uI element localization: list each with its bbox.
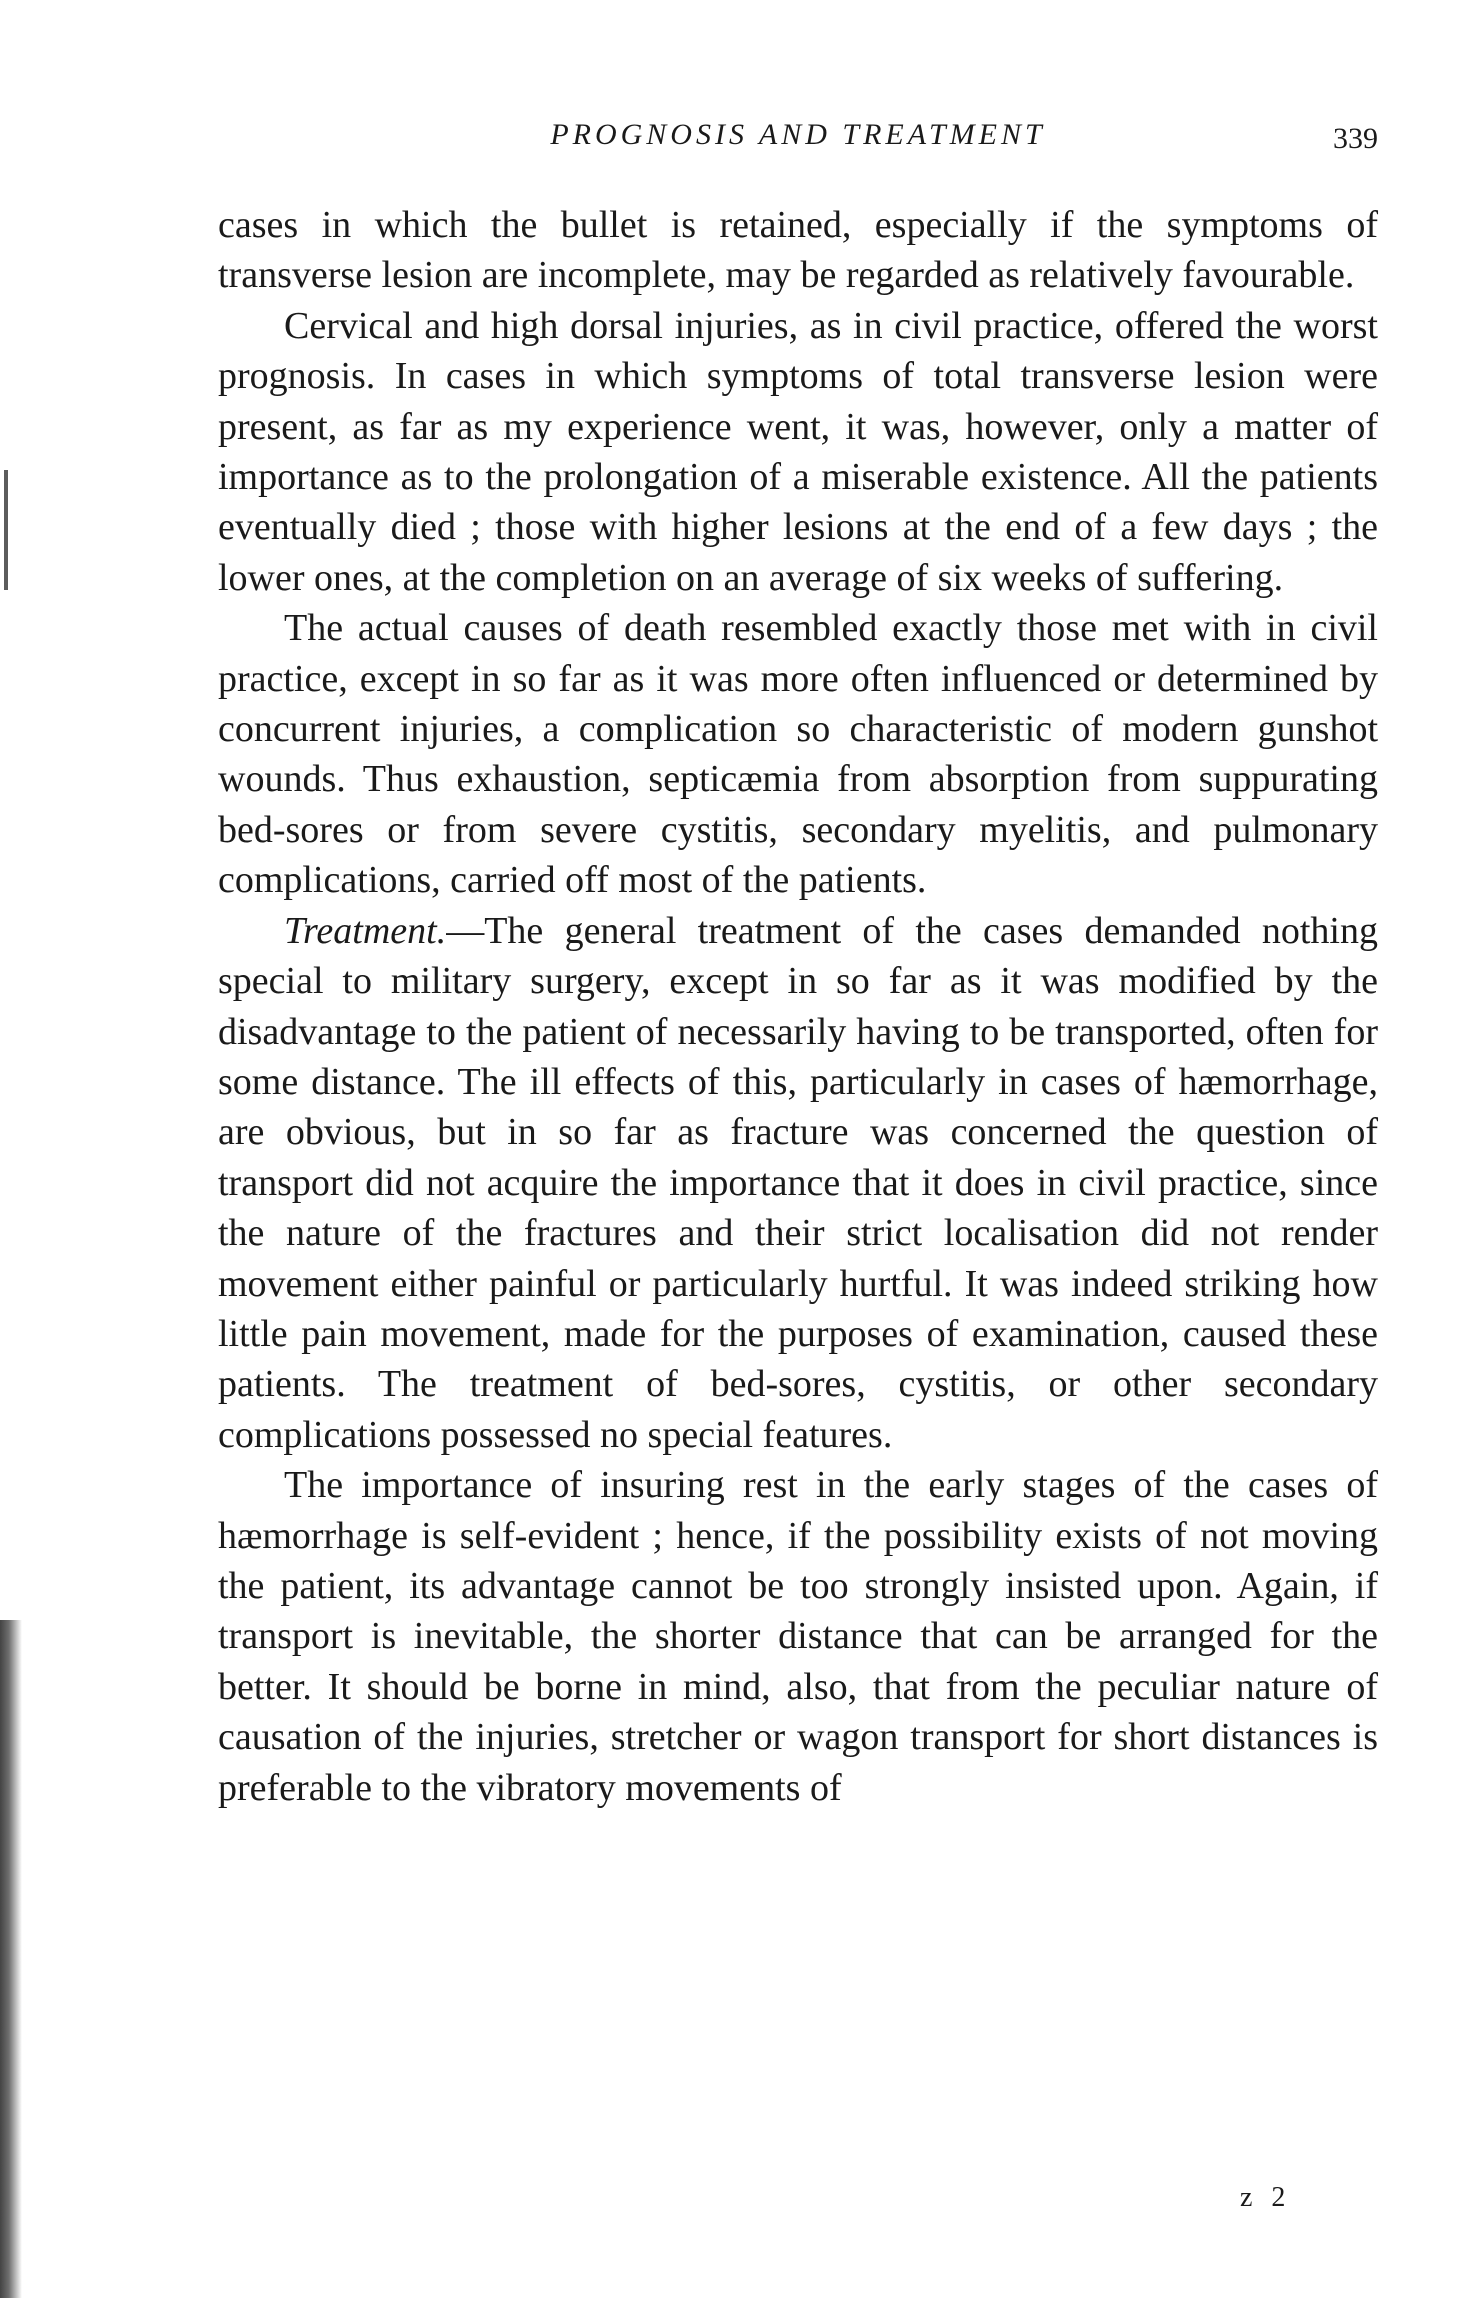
paragraph-text: Cervical and high dorsal injuries, as in civil practice, offered the worst prognosis. In cases in which symptoms of total transverse lesion were present, as far as my experience went, it was, however, only a matter of importance as to the prolongation of a miserable existence. All the patients eventually died ; those with higher lesions at the end of a few days ; the lower ones, at the completion on an average of six weeks of suffering. <box>218 304 1378 599</box>
paragraph-text: The importance of insuring rest in the early stages of the cases of hæmorrhage is self-evident ; hence, if the possibility exists of not moving the patient, its advantage cannot be too strongly insisted upon. Again, if transport is inevitable, the shorter distance that can be arranged for the better. It should be borne in mind, also, that from the peculiar nature of causation of the injuries, stretcher or wagon transport for short distances is preferable to the vibratory movements of <box>218 1464 1378 1809</box>
page-number: 339 <box>1333 122 1378 155</box>
paragraph <box>218 301 1378 603</box>
body-text <box>218 200 1378 1813</box>
gutter-mark <box>4 470 8 590</box>
signature-mark: z 2 <box>1240 2182 1292 2213</box>
paragraph-text: —The general treatment of the cases demanded nothing special to military surgery, except in so far as it was modified by the disadvantage to the patient of necessarily having to be transported, often for some distance. The ill effects of this, particularly in cases of hæmorrhage, are obvious, but in so far as fracture was concerned the question of transport did not acquire the importance that it does in civil practice, since the nature of the fractures and their strict localisation did not render movement either painful or particularly hurtful. It was indeed striking how little pain movement, made for the purposes of examination, caused these patients. The treatment of bed-sores, cystitis, or other secondary complications possessed no special features. <box>218 909 1378 1456</box>
paragraph <box>218 1460 1378 1813</box>
paragraph-treatment <box>218 906 1378 1460</box>
paragraph-text: cases in which the bullet is retained, especially if the symptoms of transverse lesion are incomplete, may be regarded as relatively favourable. <box>218 204 1378 297</box>
page-header <box>218 118 1378 168</box>
binding-shadow <box>0 1620 22 2298</box>
paragraph-text: The actual causes of death resembled exactly those met with in civil practice, except in so far as it was more often influenced or determined by concurrent injuries, a complication so characteristic of modern gunshot wounds. Thus exhaustion, septicæmia from absorption from suppurating bed-sores or from severe cystitis, secondary myelitis, and pulmonary complications, carried off most of the patients. <box>218 607 1378 902</box>
running-head: PROGNOSIS AND TREATMENT <box>550 118 1046 151</box>
paragraph <box>218 200 1378 301</box>
section-lead-heading: Treatment. <box>284 909 447 952</box>
paragraph <box>218 603 1378 905</box>
